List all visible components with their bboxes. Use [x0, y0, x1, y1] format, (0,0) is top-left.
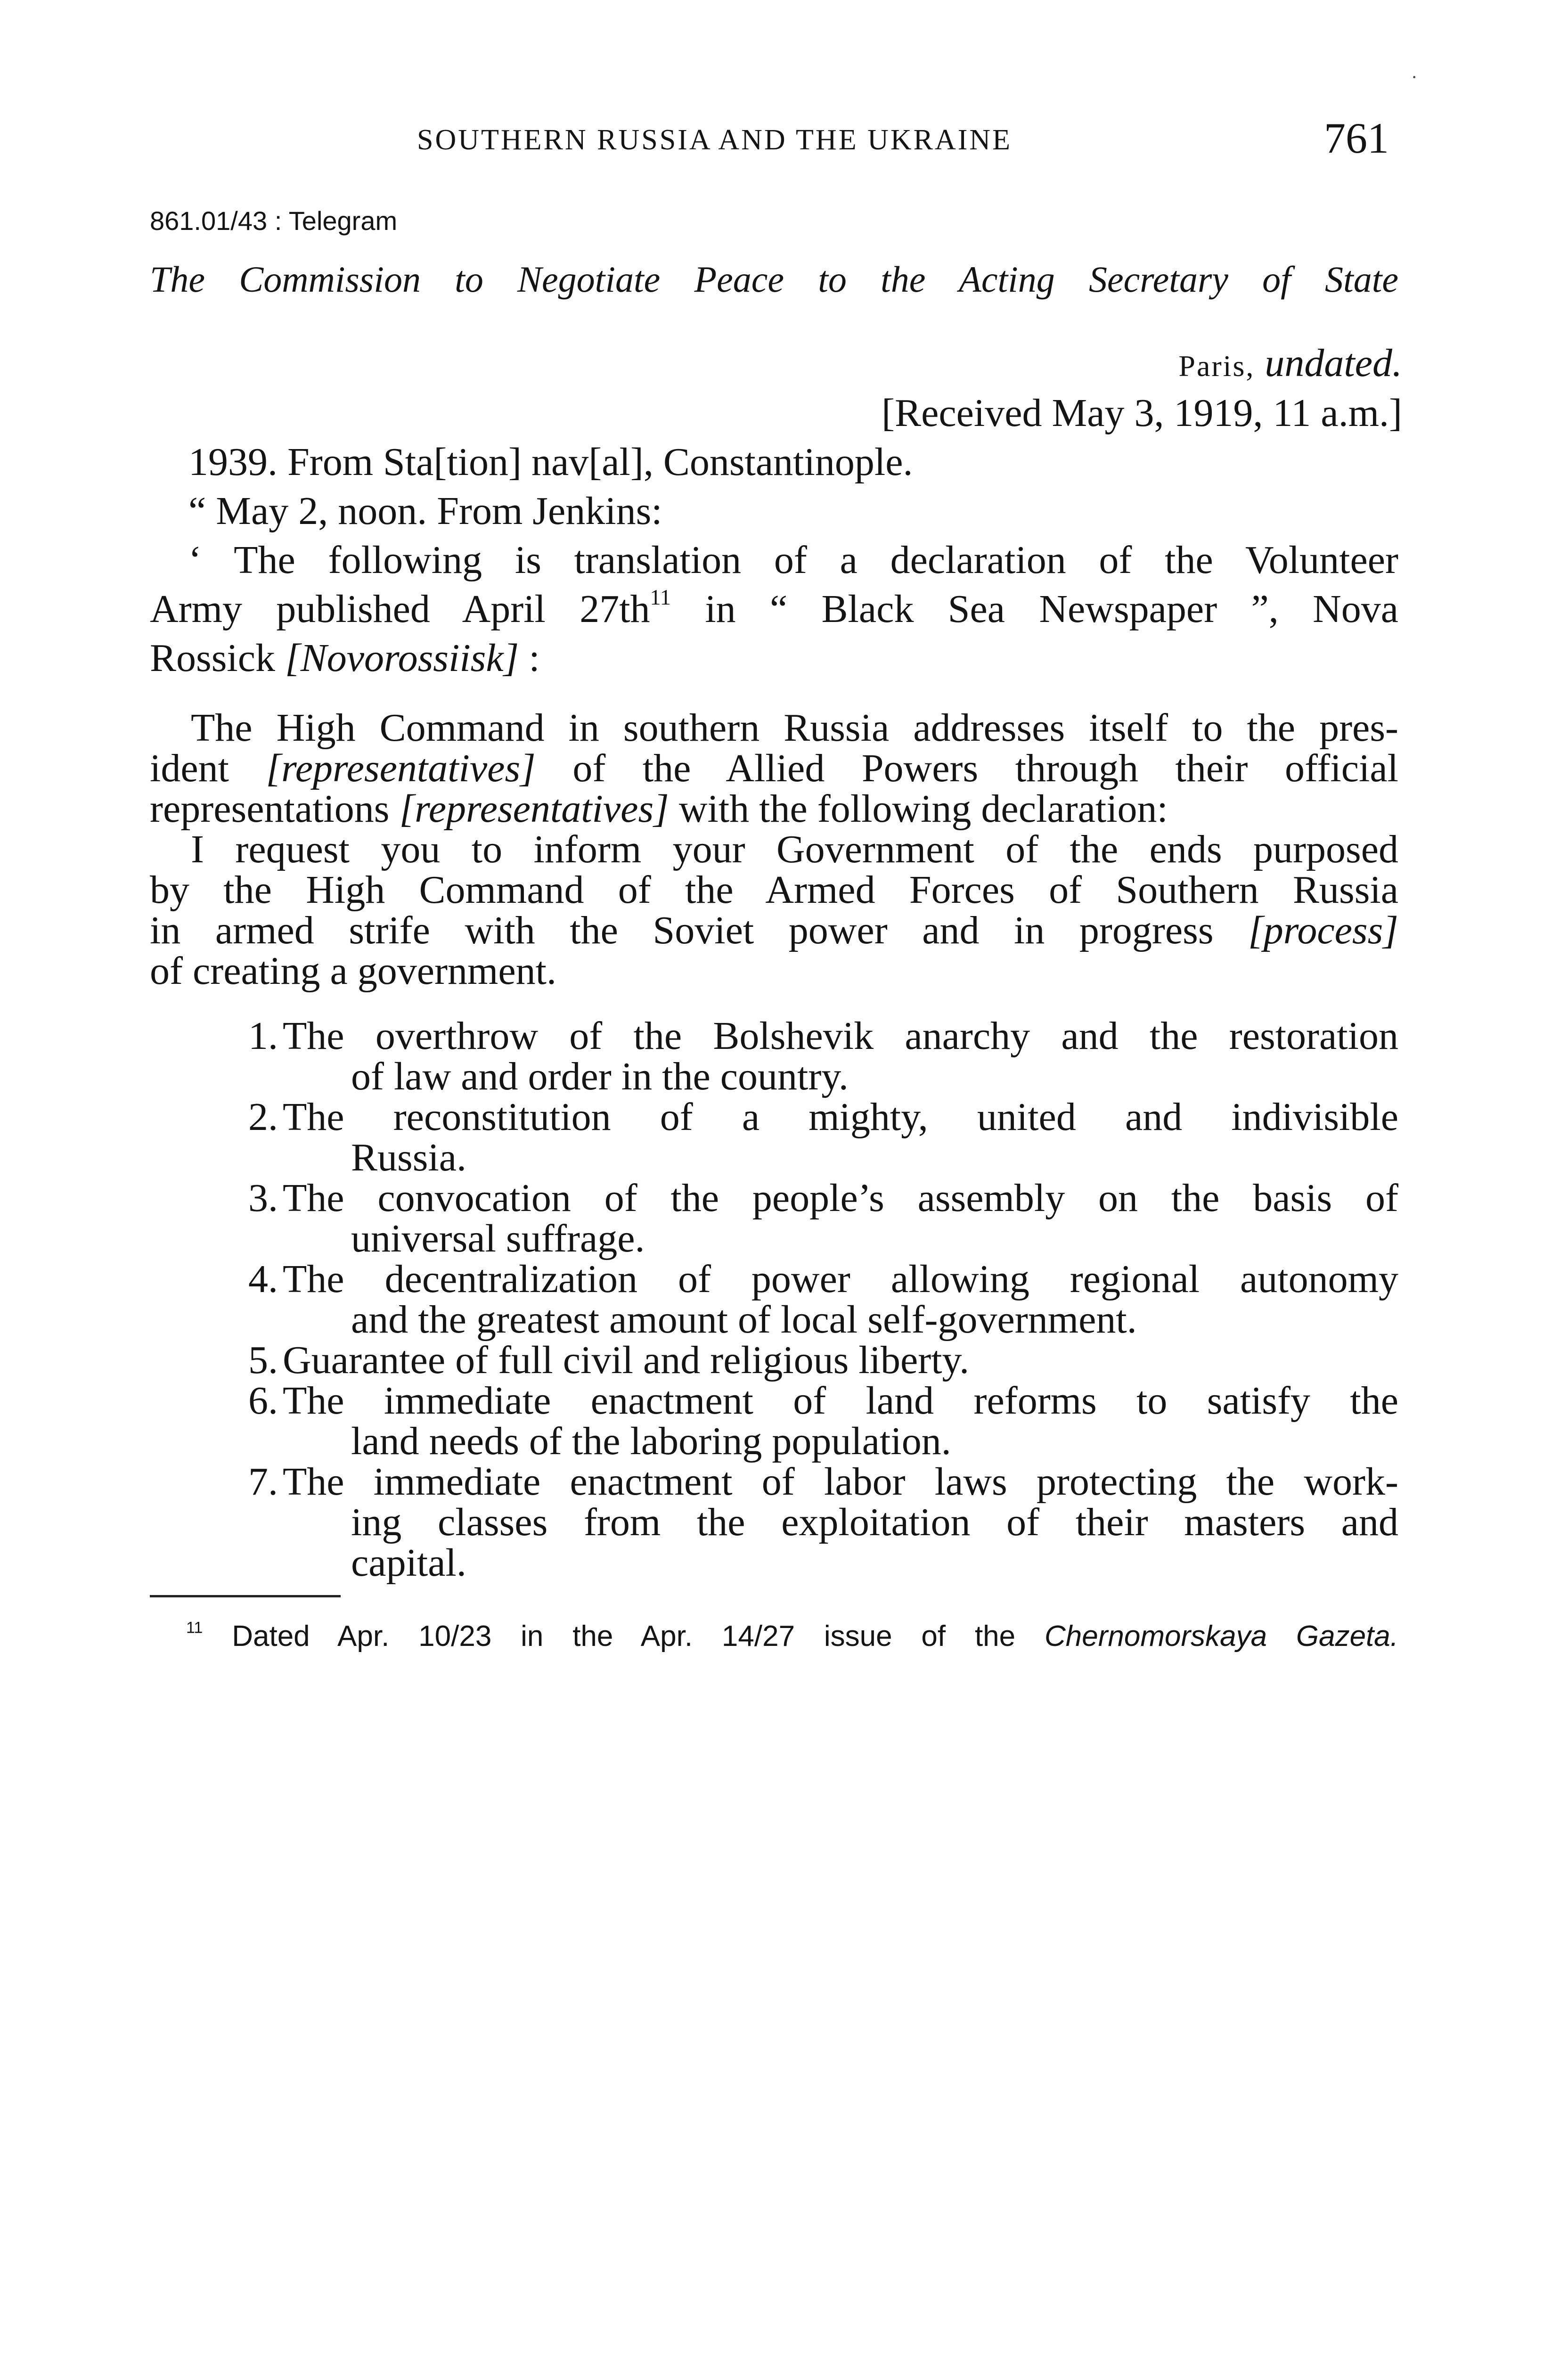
page-number: 761	[1324, 114, 1389, 162]
list-number: 2.	[248, 1095, 278, 1139]
declaration-line: of creating a government.	[150, 949, 556, 993]
list-item-continuation: ing classes from the exploitation of their masters and	[351, 1500, 1398, 1544]
body-text: :	[519, 636, 540, 680]
list-number: 4.	[248, 1257, 278, 1301]
declaration-line	[150, 786, 1398, 832]
footnote-ref: 11	[650, 585, 671, 610]
body-line	[150, 586, 1398, 632]
list-number: 3.	[248, 1176, 278, 1220]
date: undated.	[1265, 341, 1402, 385]
list-item: The decentralization of power allowing regional autonomy	[283, 1257, 1398, 1301]
list-number: 5.	[248, 1338, 278, 1382]
body-text: in “ Black Sea Newspaper ”, Nova	[671, 587, 1398, 631]
list-item: The convocation of the people’s assembly on the basis of	[283, 1176, 1398, 1220]
footnote-number: 11	[186, 1619, 203, 1637]
list-number: 7.	[248, 1460, 278, 1504]
declaration-line	[150, 908, 1398, 953]
footnote-italic: Chernomorskaya Gazeta.	[1044, 1620, 1398, 1652]
footnote-text: Dated Apr. 10/23 in the Apr. 14/27 issue of the	[203, 1620, 1045, 1652]
list-item: The immediate enactment of land reforms to satisfy the	[283, 1379, 1398, 1423]
declaration-text: of the Allied Powers through their official	[535, 746, 1398, 790]
declaration-italic: [process]	[1248, 908, 1398, 952]
document-reference: 861.01/43 : Telegram	[150, 206, 398, 236]
body-line: “ May 2, noon. From Jenkins:	[188, 489, 662, 533]
list-item-continuation: capital.	[351, 1541, 466, 1585]
declaration-line: I request you to inform your Government of the ends purposed	[191, 827, 1398, 871]
declaration-line: The High Command in southern Russia addresses itself to the pres-	[191, 706, 1398, 750]
list-item: Guarantee of full civil and religious liberty.	[283, 1338, 970, 1382]
declaration-text: representations	[150, 787, 400, 831]
declaration-text: in armed strife with the Soviet power and in progress	[150, 908, 1249, 952]
declaration-line: by the High Command of the Armed Forces of Southern Russia	[150, 868, 1398, 912]
list-item: The overthrow of the Bolshevik anarchy and the restoration	[283, 1014, 1398, 1058]
declaration-text: ident	[150, 746, 266, 790]
list-item-continuation: of law and order in the country.	[351, 1055, 849, 1098]
list-item: The reconstitution of a mighty, united and indivisible	[283, 1095, 1398, 1139]
list-item: The immediate enactment of labor laws protecting the work-	[283, 1460, 1398, 1504]
footnote-rule	[150, 1595, 341, 1597]
received-line: [Received May 3, 1919, 11 a.m.]	[882, 391, 1402, 435]
body-line	[150, 635, 1398, 681]
body-line: 1939. From Sta[tion] nav[al], Constantinople.	[188, 440, 913, 484]
body-text: Army published April 27th	[150, 587, 650, 631]
list-number: 1.	[248, 1014, 278, 1058]
declaration-italic: [representatives]	[399, 787, 669, 831]
page-speck: ·	[1411, 66, 1418, 88]
body-text: Rossick	[150, 636, 286, 680]
document-heading: The Commission to Negotiate Peace to the Acting Secretary of State	[150, 259, 1398, 300]
footnote	[186, 1620, 1398, 1653]
place: Paris,	[1178, 349, 1255, 383]
body-italic: [Novorossiisk]	[285, 636, 519, 680]
declaration-line	[150, 745, 1398, 791]
list-item-continuation: Russia.	[351, 1136, 467, 1179]
declaration-text: with the following declaration:	[669, 787, 1168, 831]
body-line: ‘ The following is translation of a declaration of the Volunteer	[188, 538, 1398, 582]
list-item-continuation: land needs of the laboring population.	[351, 1419, 951, 1463]
list-number: 6.	[248, 1379, 278, 1423]
declaration-italic: [representatives]	[266, 746, 536, 790]
place-date-line	[1178, 340, 1402, 386]
list-item-continuation: universal suffrage.	[351, 1217, 645, 1260]
running-title: SOUTHERN RUSSIA AND THE UKRAINE	[417, 124, 1013, 156]
list-item-continuation: and the greatest amount of local self-government.	[351, 1298, 1137, 1342]
